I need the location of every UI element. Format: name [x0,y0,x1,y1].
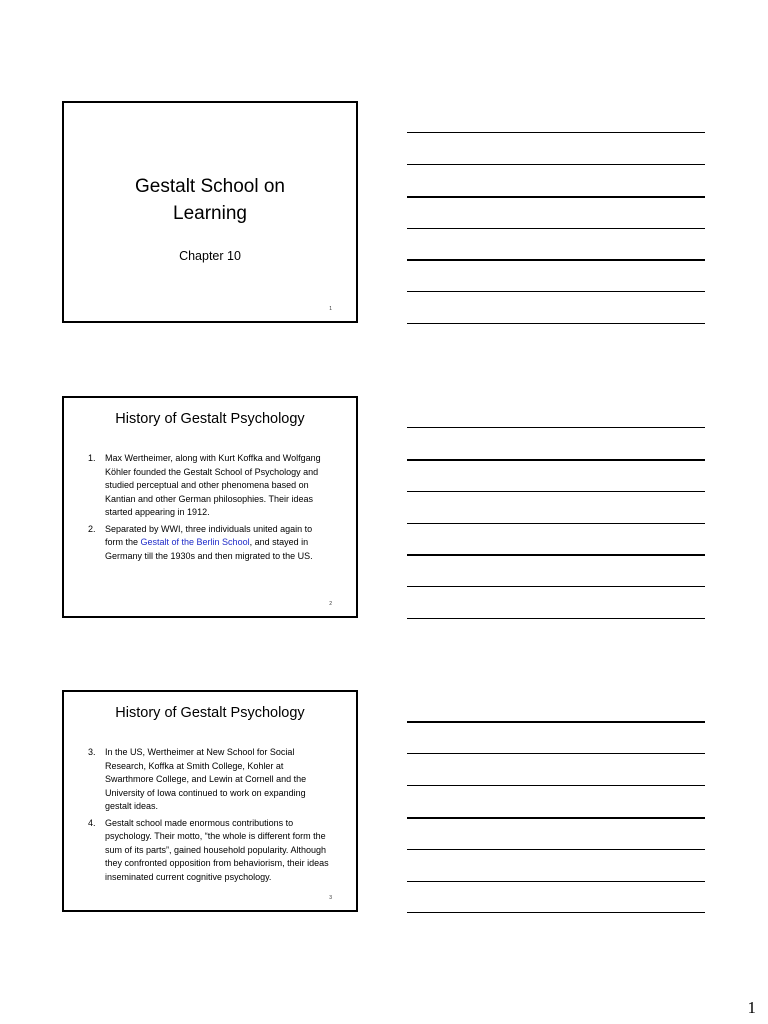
slide-3-number: 3 [329,895,332,901]
note-line [407,459,705,461]
slide-1-subtitle: Chapter 10 [179,249,241,263]
slide-1 [62,101,358,323]
list-item-text: In the US, Wertheimer at New School for Social Research, Koffka at Smith College, Kohler at Swarthmore College, and Lewin at Cornell and the University of Iowa continued to work on expanding gestalt ideas. [105,747,307,811]
note-line [407,259,705,261]
list-item-text: Gestalt school made enormous contributions to psychology. Their motto, “the whole is different form the sum of its parts”, gained household popularity. Although they confronted opposition from behaviorism, their ideas inseminated current cognitive psychology. [105,817,329,882]
slide-2 [62,396,358,618]
slide-2-number: 2 [329,601,332,607]
note-line [407,881,705,882]
slide-3-list [86,746,332,887]
note-line [407,427,705,428]
note-line [407,164,705,165]
note-line [407,912,705,913]
slide-3 [62,690,358,912]
note-line [407,721,705,723]
note-line [407,817,705,819]
note-line [407,323,705,324]
list-item-number: 1. [88,453,96,463]
list-item-text: Max Wertheimer, along with Kurt Koffka and Wolfgang Köhler founded the Gestalt School of Psychology and studied perceptual and other phenomena based on Kantian and other German philosophies. Their ideas started appearing in 1912. [105,453,321,517]
list-item [86,523,332,564]
list-item [86,817,332,885]
slide-1-number: 1 [329,306,332,312]
list-item [86,452,332,520]
berlin-school-link[interactable]: Gestalt of the Berlin School [140,537,250,547]
note-line [407,785,705,786]
note-line [407,228,705,229]
note-line [407,586,705,587]
slide-2-list [86,452,332,566]
list-item-number: 2. [88,523,96,534]
list-item-number: 3. [88,747,96,757]
slide-3-heading: History of Gestalt Psychology [115,705,305,721]
note-line [407,491,705,492]
note-line [407,554,705,556]
slide-2-heading: History of Gestalt Psychology [115,411,305,427]
slide-1-title-line-1: Gestalt School on [135,176,285,197]
list-item-text-after: , and stayed in Germany till the 1930s and then migrated to the US. [105,537,313,561]
page-number: 1 [747,998,756,1017]
list-item [86,746,332,814]
note-line [407,618,705,619]
note-line [407,132,705,133]
note-line [407,753,705,754]
slide-1-title-line-2: Learning [173,203,247,224]
note-line [407,849,705,850]
note-line [407,523,705,524]
list-item-number: 4. [88,817,96,828]
list-item-text-before: Separated by WWI, three individuals united again to form the [105,523,313,547]
note-line [407,196,705,198]
slide-1-title [64,173,356,227]
note-line [407,291,705,292]
